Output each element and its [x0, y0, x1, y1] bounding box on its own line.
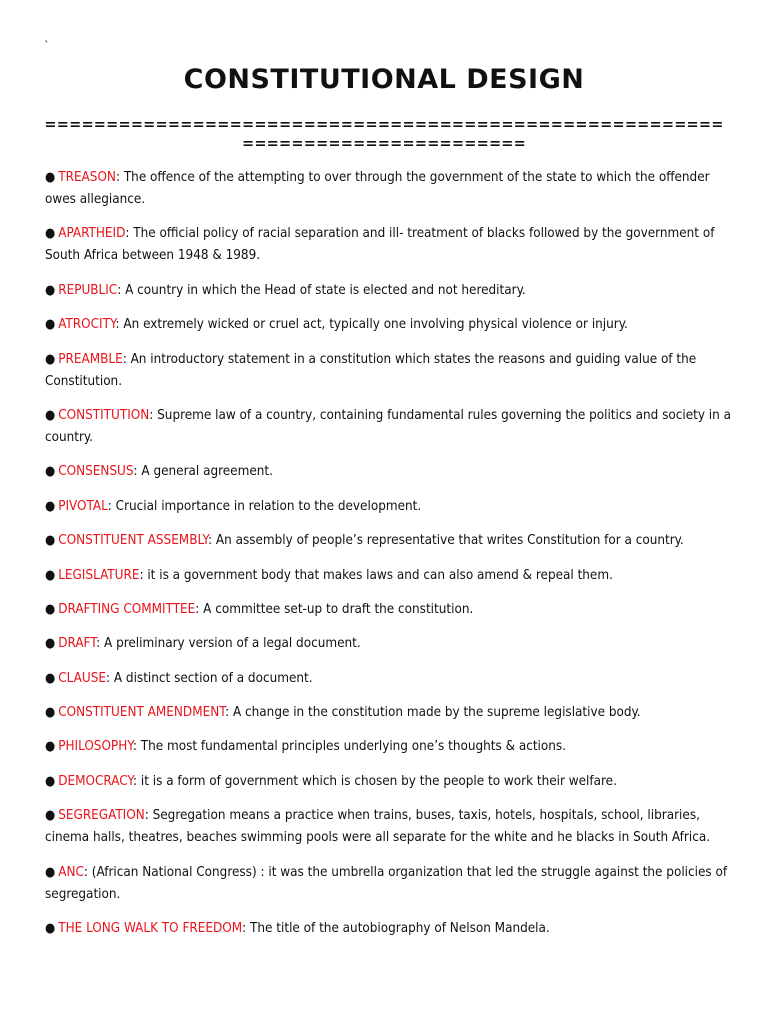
glossary-definition: : A general agreement.: [133, 464, 273, 480]
bullet-icon: ●: [45, 407, 56, 423]
glossary-entry-constituent-assembly: [45, 530, 735, 552]
glossary-entry-philosophy: [45, 736, 735, 758]
glossary-entry-pivotal: [45, 496, 735, 518]
glossary-term: SEGREGATION: [58, 808, 145, 824]
glossary-definition: : The title of the autobiography of Nelson Mandela.: [242, 921, 550, 937]
bullet-icon: ●: [45, 921, 56, 937]
glossary-definition: : Supreme law of a country, containing fundamental rules governing the politics and society in a country.: [45, 407, 731, 445]
bullet-icon: ●: [45, 636, 56, 652]
glossary-list: [45, 167, 735, 952]
glossary-term: CONSTITUENT AMENDMENT: [58, 705, 226, 721]
glossary-term: APARTHEID: [58, 226, 126, 242]
bullet-icon: ●: [45, 567, 56, 583]
glossary-term: CONSTITUENT ASSEMBLY: [58, 533, 208, 549]
page-title: CONSTITUTIONAL DESIGN: [183, 64, 585, 95]
bullet-icon: ●: [45, 864, 56, 880]
bullet-icon: ●: [45, 670, 56, 686]
glossary-definition: : A change in the constitution made by the supreme legislative body.: [225, 705, 641, 721]
glossary-definition: : it is a government body that makes laws and can also amend & repeal them.: [139, 567, 613, 583]
separator-line-1: =======================================================: [44, 117, 724, 133]
glossary-entry-legislature: [45, 565, 735, 587]
bullet-icon: ●: [45, 808, 56, 824]
glossary-entry-consensus: [45, 461, 735, 483]
glossary-definition: : (African National Congress) : it was the umbrella organization that led the struggle against the policies of segregation.: [45, 864, 728, 902]
bullet-icon: ●: [45, 739, 56, 755]
glossary-definition: : it is a form of government which is chosen by the people to work their welfare.: [132, 773, 617, 789]
bullet-icon: ●: [45, 601, 56, 617]
glossary-term: DRAFTING COMMITTEE: [58, 601, 196, 617]
glossary-entry-constitution: [45, 405, 735, 449]
glossary-term: PIVOTAL: [58, 498, 108, 514]
bullet-icon: ●: [45, 533, 56, 549]
bullet-icon: ●: [45, 351, 56, 367]
glossary-entry-treason: [45, 167, 735, 211]
glossary-term: PREAMBLE: [58, 351, 123, 367]
separator-line-2: =======================: [241, 136, 527, 152]
glossary-definition: : Crucial importance in relation to the development.: [107, 498, 422, 514]
glossary-definition: : A preliminary version of a legal document.: [96, 636, 361, 652]
glossary-entry-drafting-committee: [45, 599, 735, 621]
glossary-entry-constituent-amendment: [45, 702, 735, 724]
glossary-entry-clause: [45, 668, 735, 690]
glossary-entry-draft: [45, 633, 735, 655]
glossary-entry-anc: [45, 862, 735, 906]
glossary-term: DRAFT: [58, 636, 97, 652]
bullet-icon: ●: [45, 464, 56, 480]
glossary-definition: : Segregation means a practice when trains, buses, taxis, hotels, hospitals, school, libraries, cinema halls, theatres, beaches swimming pools were all separate for the white and he blacks in South Africa.: [45, 808, 711, 846]
glossary-term: ANC: [58, 864, 84, 880]
glossary-term: REPUBLIC: [58, 282, 118, 298]
glossary-term: ATROCITY: [58, 317, 116, 333]
glossary-entry-preamble: [45, 349, 735, 393]
bullet-icon: ●: [45, 773, 56, 789]
glossary-term: THE LONG WALK TO FREEDOM: [58, 921, 243, 937]
stray-mark: `: [44, 39, 50, 52]
bullet-icon: ●: [45, 282, 56, 298]
glossary-term: DEMOCRACY: [58, 773, 133, 789]
glossary-entry-long-walk-to-freedom: [45, 918, 735, 940]
glossary-entry-apartheid: [45, 223, 735, 267]
glossary-entry-segregation: [45, 805, 735, 849]
glossary-term: TREASON: [58, 170, 116, 185]
glossary-term: CLAUSE: [58, 670, 106, 686]
bullet-icon: ●: [45, 226, 56, 242]
glossary-definition: : A committee set-up to draft the constitution.: [195, 601, 474, 617]
glossary-definition: : An introductory statement in a constitution which states the reasons and guiding value of the Constitution.: [45, 351, 697, 389]
bullet-icon: ●: [45, 705, 56, 721]
glossary-term: CONSENSUS: [58, 464, 134, 480]
glossary-term: PHILOSOPHY: [58, 739, 133, 755]
glossary-definition: : The official policy of racial separation and ill- treatment of blacks followed by the government of South Africa between 1948 & 1989.: [45, 226, 715, 264]
glossary-entry-democracy: [45, 771, 735, 793]
glossary-definition: : An assembly of people’s representative that writes Constitution for a country.: [207, 533, 684, 549]
glossary-entry-republic: [45, 280, 735, 302]
glossary-definition: : A distinct section of a document.: [105, 670, 313, 686]
bullet-icon: ●: [45, 317, 56, 333]
bullet-icon: ●: [45, 498, 56, 514]
glossary-entry-atrocity: [45, 314, 735, 336]
glossary-term: LEGISLATURE: [58, 567, 140, 583]
glossary-definition: : A country in which the Head of state is elected and not hereditary.: [117, 282, 526, 298]
glossary-definition: : An extremely wicked or cruel act, typically one involving physical violence or injury.: [115, 317, 628, 333]
glossary-definition: : The offence of the attempting to over through the government of the state to which the offender owes allegiance.: [45, 170, 710, 207]
glossary-term: CONSTITUTION: [58, 407, 150, 423]
glossary-definition: : The most fundamental principles underlying one’s thoughts & actions.: [132, 739, 567, 755]
bullet-icon: ●: [45, 170, 56, 185]
